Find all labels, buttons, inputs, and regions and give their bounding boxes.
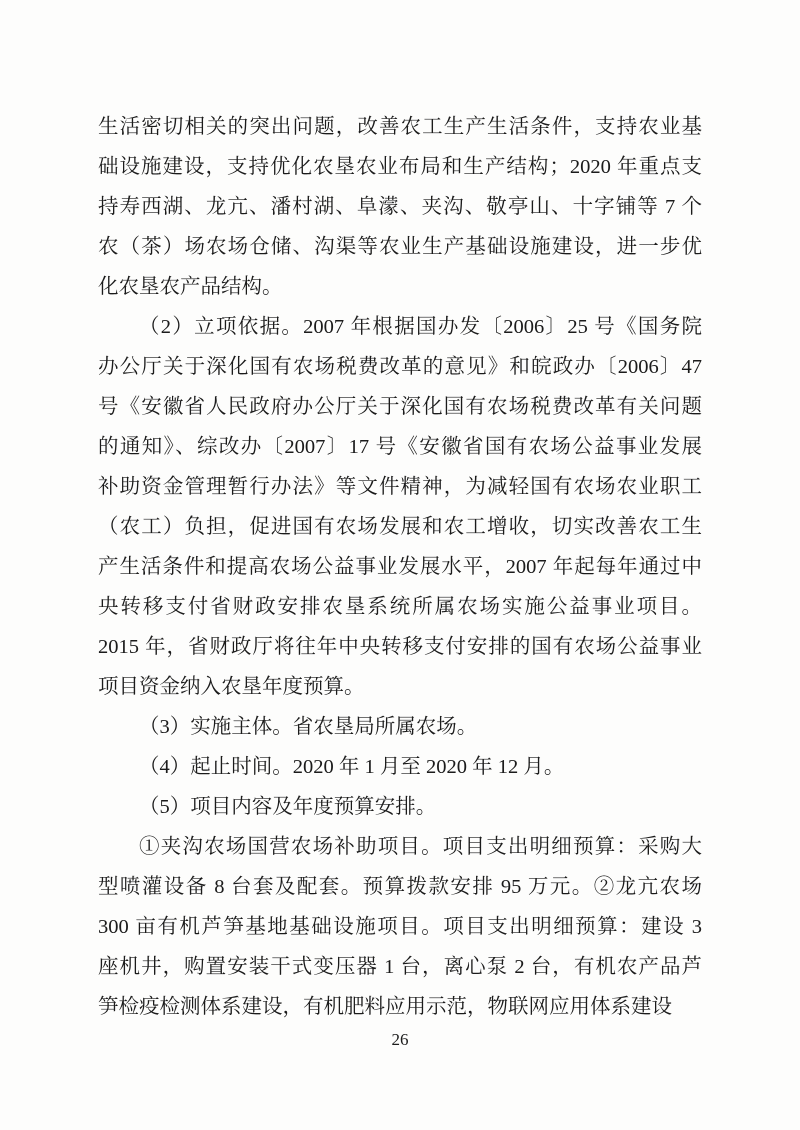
text-line: 础设施建设，支持优化农垦农业布局和生产结构；2020 年重点支 <box>98 156 702 178</box>
text-line: （3）实施主体。省农垦局所属农场。 <box>139 716 478 738</box>
text-line: （2）立项依据。2007 年根据国办发〔2006〕25 号《国务院 <box>139 316 702 338</box>
text-line: （5）项目内容及年度预算安排。 <box>139 796 437 818</box>
paragraph <box>98 307 702 707</box>
text-line: 项目资金纳入农垦年度预算。 <box>98 676 365 698</box>
text-line: 央转移支付省财政安排农垦系统所属农场实施公益事业项目。 <box>98 596 702 618</box>
text-line: 补助资金管理暂行办法》等文件精神，为减轻国有农场农业职工 <box>98 476 702 498</box>
page-number: 26 <box>391 1030 409 1049</box>
text-line: 生活密切相关的突出问题，改善农工生产生活条件，支持农业基 <box>98 116 702 138</box>
text-line: 2015 年，省财政厅将往年中央转移支付安排的国有农场公益事业 <box>98 636 702 658</box>
text-line: 300 亩有机芦笋基地基础设施项目。项目支出明细预算：建设 3 <box>98 916 702 938</box>
text-line: 办公厅关于深化国有农场税费改革的意见》和皖政办〔2006〕47 <box>98 356 702 378</box>
paragraph <box>98 707 702 747</box>
paragraph <box>98 787 702 827</box>
text-line: 持寿西湖、龙亢、潘村湖、阜濛、夹沟、敬亭山、十字铺等 7 个 <box>98 196 702 218</box>
paragraph <box>98 827 702 1027</box>
text-line: 号《安徽省人民政府办公厅关于深化国有农场税费改革有关问题 <box>98 396 702 418</box>
text-line: 的通知》、综改办〔2007〕17 号《安徽省国有农场公益事业发展 <box>98 436 702 458</box>
text-line: ①夹沟农场国营农场补助项目。项目支出明细预算：采购大 <box>139 836 702 858</box>
text-line: （4）起止时间。2020 年 1 月至 2020 年 12 月。 <box>139 756 565 778</box>
text-line: 产生活条件和提高农场公益事业发展水平，2007 年起每年通过中 <box>98 556 702 578</box>
text-line: 座机井，购置安装干式变压器 1 台，离心泵 2 台，有机农产品芦 <box>98 956 702 978</box>
text-line: 农（茶）场农场仓储、沟渠等农业生产基础设施建设，进一步优 <box>98 236 702 258</box>
paragraph <box>98 107 702 307</box>
page-footer <box>0 1030 800 1050</box>
text-line: 型喷灌设备 8 台套及配套。预算拨款安排 95 万元。②龙亢农场 <box>98 876 702 898</box>
text-line: 笋检疫检测体系建设，有机肥料应用示范，物联网应用体系建设 <box>98 996 672 1018</box>
document-body <box>98 107 702 1027</box>
text-line: 化农垦农产品结构。 <box>98 276 283 298</box>
paragraph <box>98 747 702 787</box>
text-line: （农工）负担，促进国有农场发展和农工增收，切实改善农工生 <box>98 516 702 538</box>
